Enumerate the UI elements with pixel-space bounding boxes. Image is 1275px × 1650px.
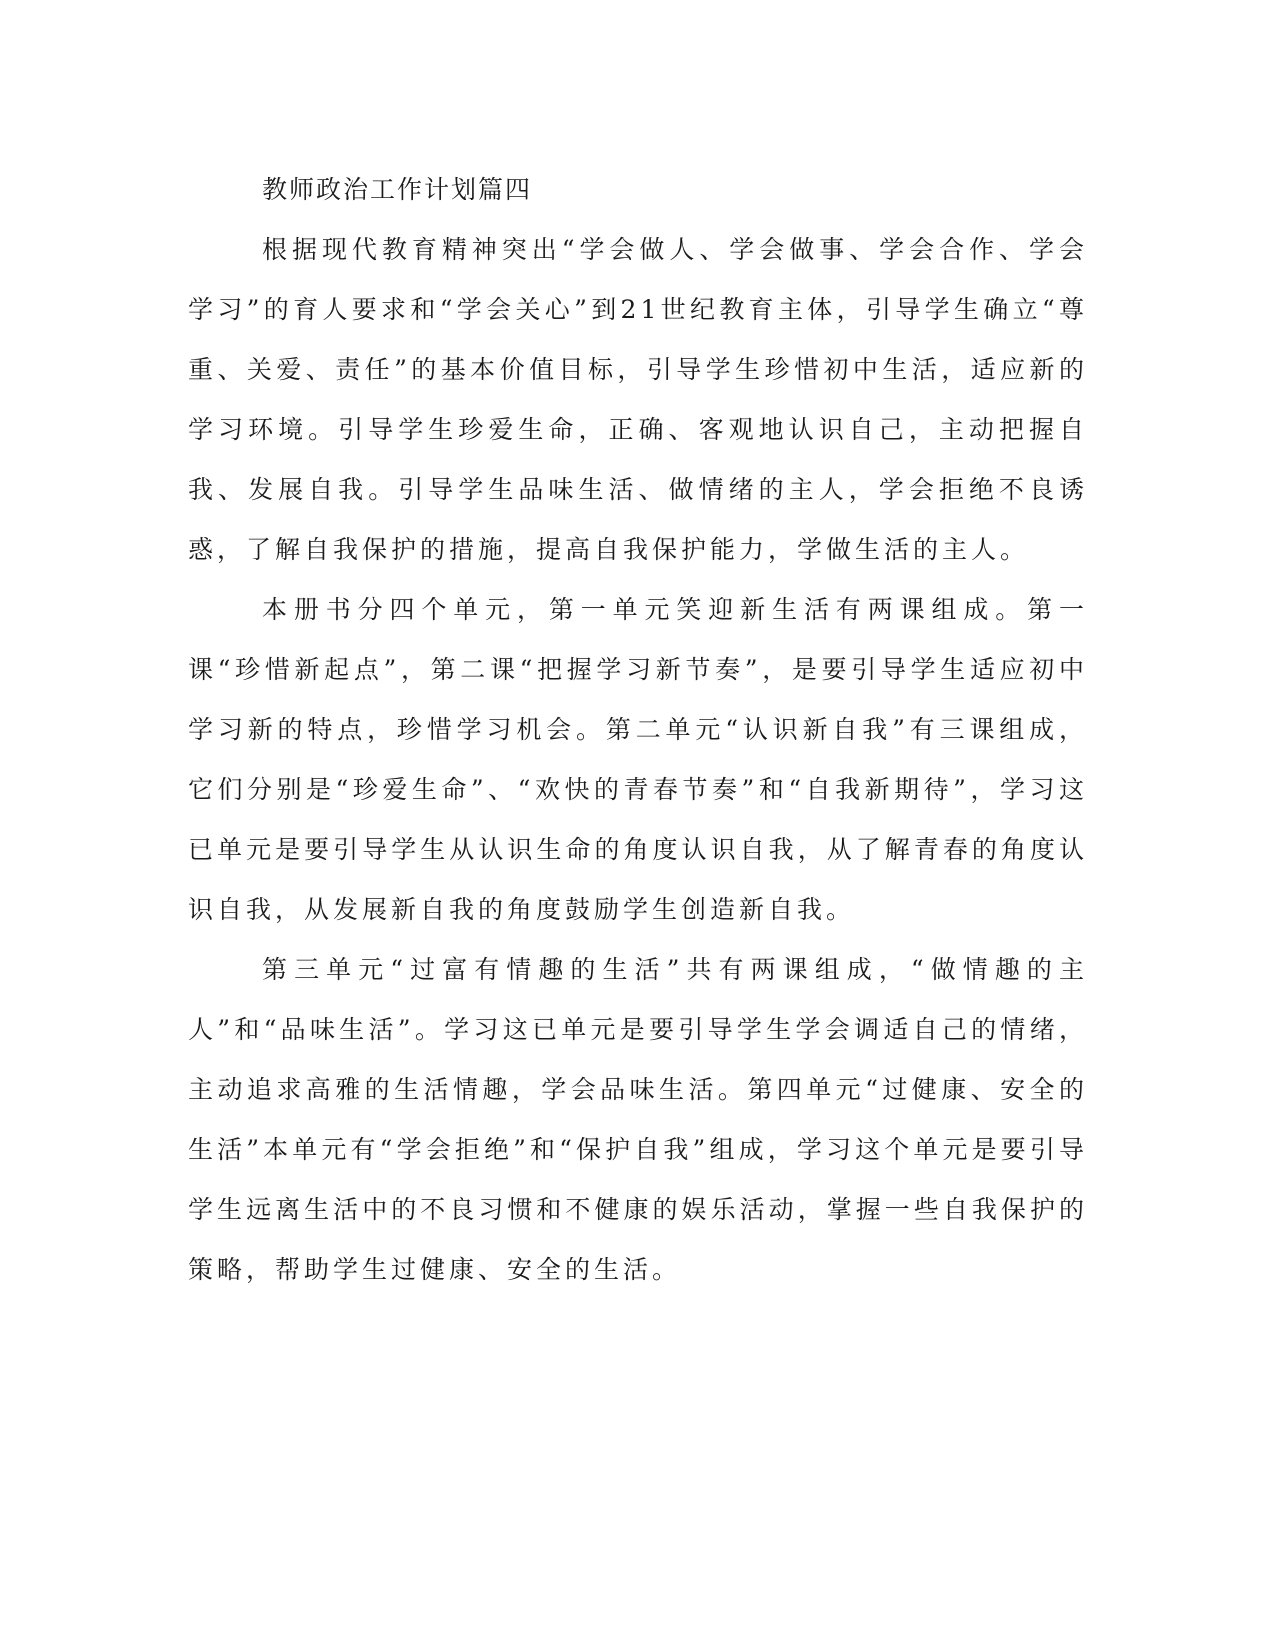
document-body: [188, 160, 1088, 1300]
paragraph-intro: 根据现代教育精神突出“学会做人、学会做事、学会合作、学会学习”的育人要求和“学会关心”到21世纪教育主体，引导学生确立“尊重、关爱、责任”的基本价值目标，引导学生珍惜初中生活，适应新的学习环境。引导学生珍爱生命，正确、客观地认识自己，主动把握自我、发展自我。引导学生品味生活、做情绪的主人，学会拒绝不良诱惑，了解自我保护的措施，提高自我保护能力，学做生活的主人。: [188, 235, 1088, 564]
paragraph-units-one-two: 本册书分四个单元，第一单元笑迎新生活有两课组成。第一课“珍惜新起点”，第二课“把握学习新节奏”，是要引导学生适应初中学习新的特点，珍惜学习机会。第二单元“认识新自我”有三课组成，它们分别是“珍爱生命”、“欢快的青春节奏”和“自我新期待”，学习这已单元是要引导学生从认识生命的角度认识自我，从了解青春的角度认识自我，从发展新自我的角度鼓励学生创造新自我。: [188, 595, 1088, 924]
document-title: 教师政治工作计划篇四: [262, 175, 533, 204]
paragraph-units-three-four: 第三单元“过富有情趣的生活”共有两课组成，“做情趣的主人”和“品味生活”。学习这已单元是要引导学生学会调适自己的情绪，主动追求高雅的生活情趣，学会品味生活。第四单元“过健康、安全的生活”本单元有“学会拒绝”和“保护自我”组成，学习这个单元是要引导学生远离生活中的不良习惯和不健康的娱乐活动，掌握一些自我保护的策略，帮助学生过健康、安全的生活。: [188, 955, 1088, 1284]
